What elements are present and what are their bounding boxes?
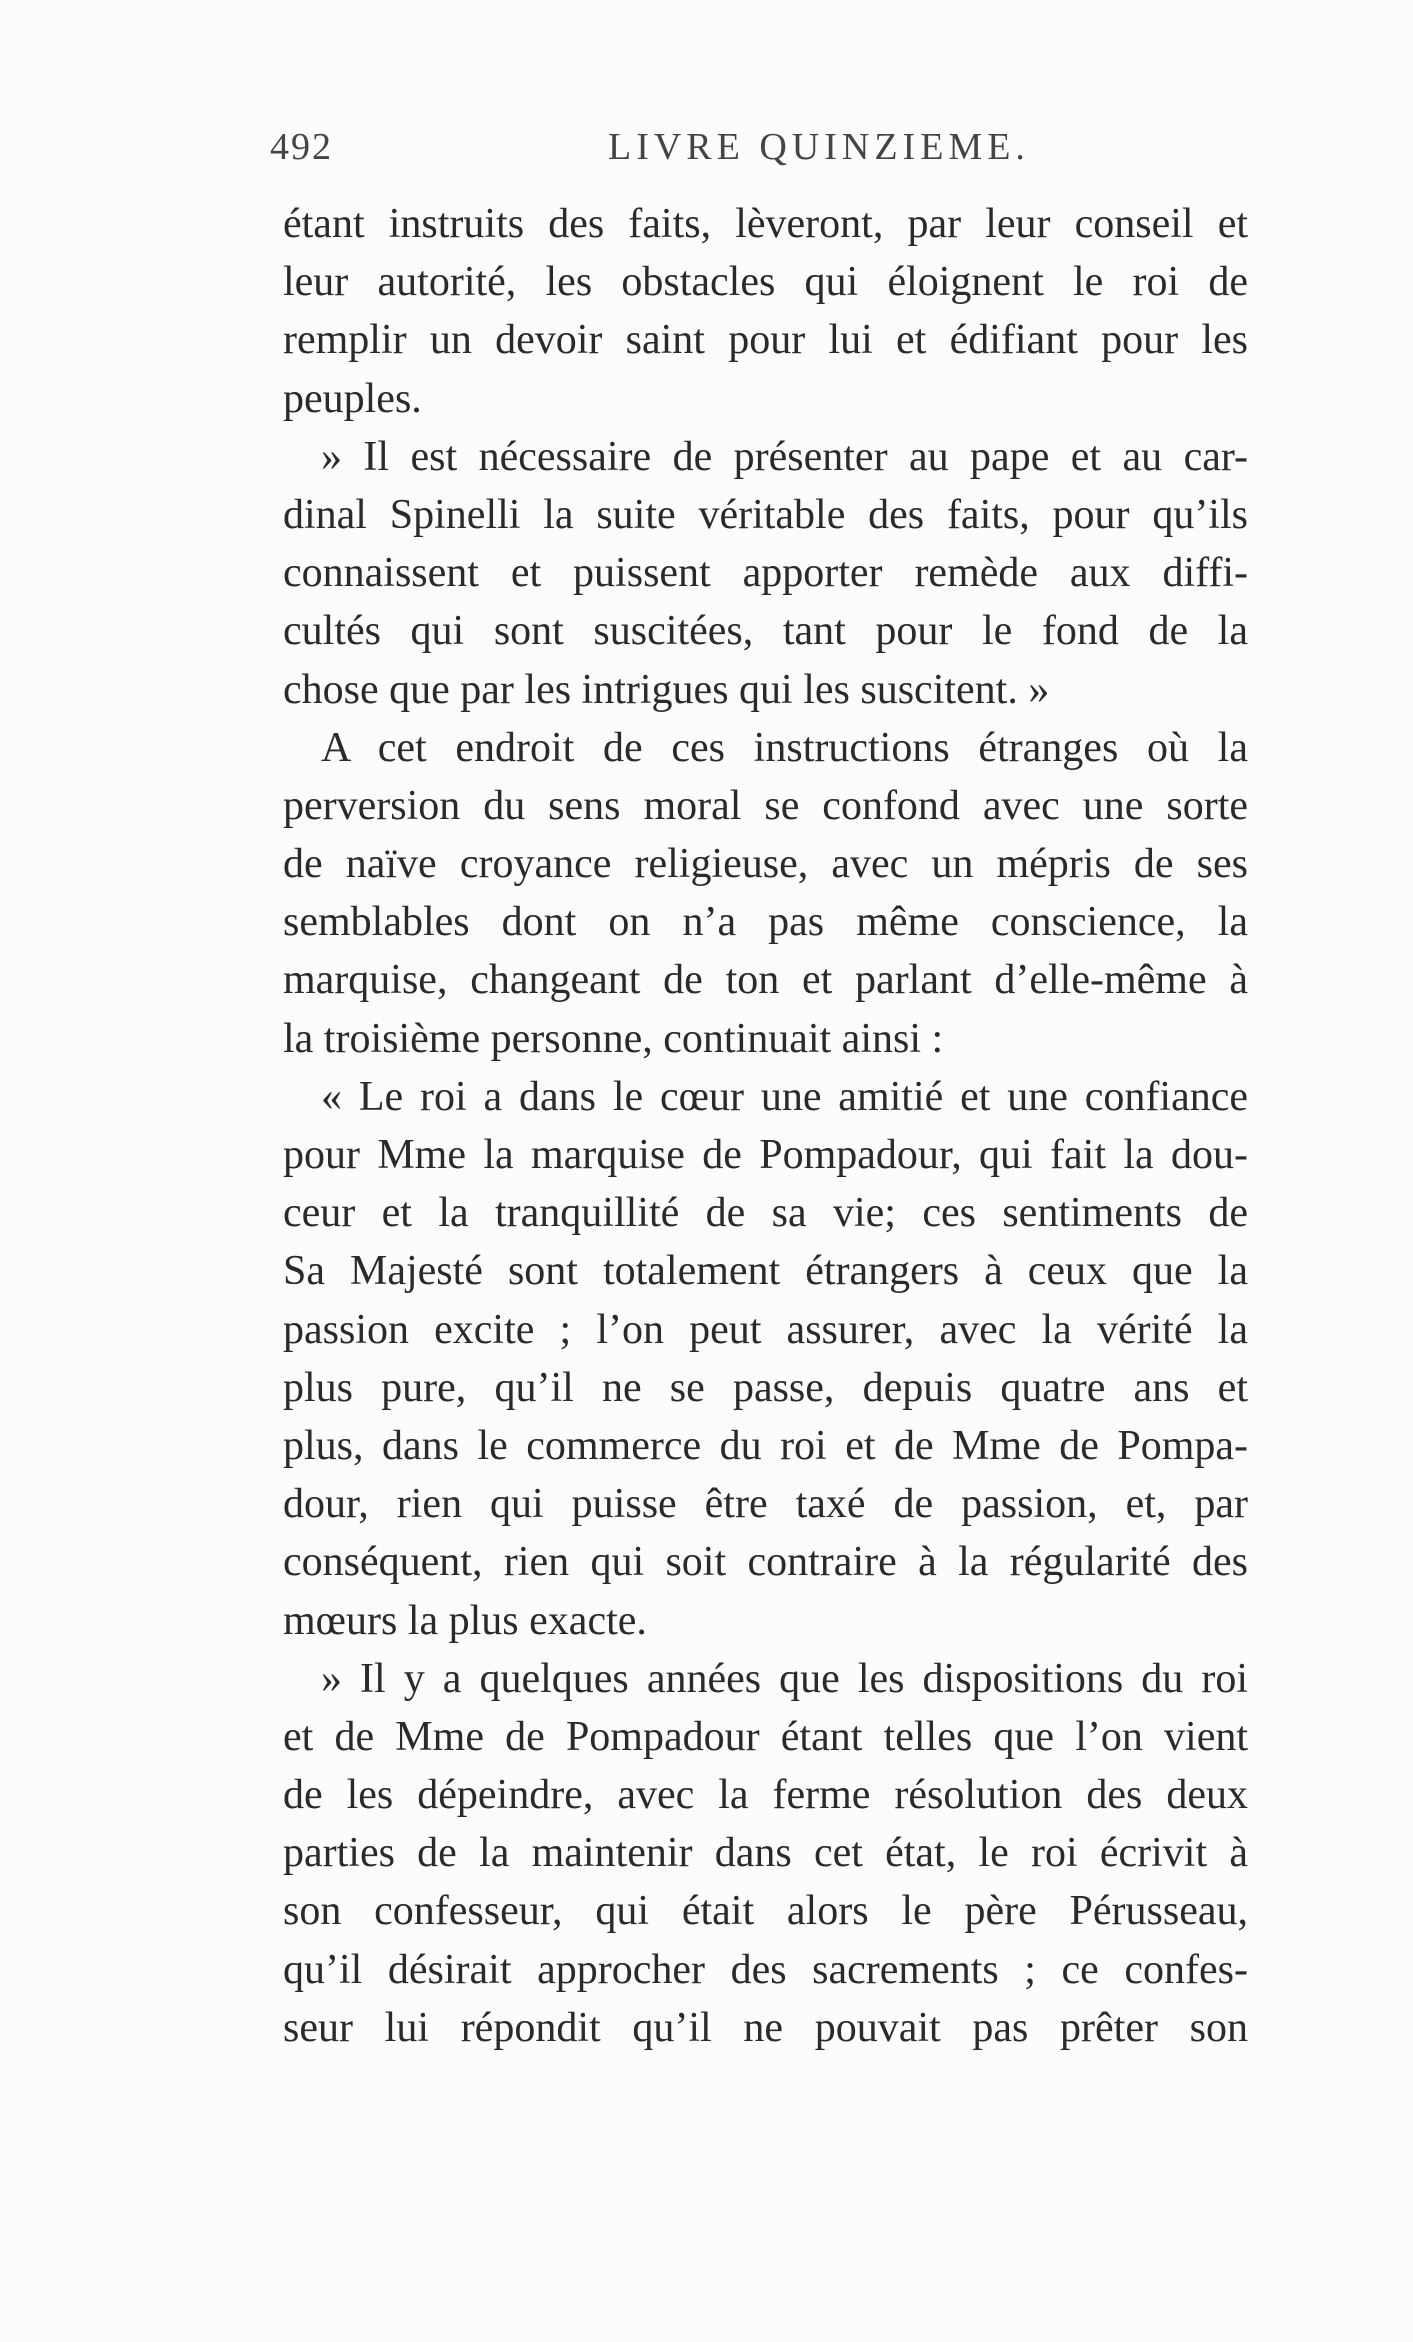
text-line: semblables dont on n’a pas même conscience, la — [283, 899, 1248, 946]
body-text — [283, 195, 1248, 2057]
text-line: » Il est nécessaire de présenter au pape et au car- — [321, 433, 1248, 480]
text-line: la troisième personne, continuait ainsi : — [283, 1015, 944, 1062]
text-line: qu’il désirait approcher des sacrements ; ce confes- — [283, 1946, 1248, 1993]
paragraph — [283, 195, 1248, 428]
text-line: passion excite ; l’on peut assurer, avec la vérité la — [283, 1306, 1248, 1353]
text-line: dinal Spinelli la suite véritable des faits, pour qu’ils — [283, 491, 1248, 538]
paragraph — [283, 719, 1248, 1068]
paragraph — [283, 1068, 1248, 1650]
text-line: seur lui répondit qu’il ne pouvait pas prêter son — [283, 2004, 1248, 2051]
text-line: peuples. — [283, 375, 422, 422]
text-line: marquise, changeant de ton et parlant d’elle-même à — [283, 957, 1248, 1004]
text-line: de naïve croyance religieuse, avec un mépris de ses — [283, 841, 1248, 888]
page-header — [0, 125, 1413, 185]
text-line: parties de la maintenir dans cet état, le roi écrivit à — [283, 1830, 1248, 1877]
text-line: ceur et la tranquillité de sa vie; ces sentiments de — [283, 1190, 1248, 1237]
text-line: mœurs la plus exacte. — [283, 1597, 647, 1644]
text-line: A cet endroit de ces instructions étranges où la — [321, 724, 1248, 771]
paragraph — [283, 1650, 1248, 2057]
text-line: plus pure, qu’il ne se passe, depuis quatre ans et — [283, 1364, 1248, 1411]
text-line: perversion du sens moral se confond avec une sorte — [283, 782, 1248, 829]
text-line: connaissent et puissent apporter remède aux diffi- — [283, 550, 1248, 597]
text-line: cultés qui sont suscitées, tant pour le fond de la — [283, 608, 1248, 655]
text-line: de les dépeindre, avec la ferme résolution des deux — [283, 1772, 1248, 1819]
text-line: et de Mme de Pompadour étant telles que l’on vient — [283, 1713, 1248, 1760]
running-title: LIVRE QUINZIEME. — [608, 126, 1030, 168]
text-line: remplir un devoir saint pour lui et édifiant pour les — [283, 317, 1248, 364]
text-line: Sa Majesté sont totalement étrangers à ceux que la — [283, 1248, 1248, 1295]
text-line: chose que par les intrigues qui les suscitent. » — [283, 666, 1050, 713]
text-line: conséquent, rien qui soit contraire à la régularité des — [283, 1539, 1248, 1586]
text-line: leur autorité, les obstacles qui éloignent le roi de — [283, 259, 1248, 306]
text-line: son confesseur, qui était alors le père Pérusseau, — [283, 1888, 1248, 1935]
page-number: 492 — [270, 126, 333, 168]
text-line: étant instruits des faits, lèveront, par leur conseil et — [283, 201, 1248, 247]
text-line: plus, dans le commerce du roi et de Mme de Pompa- — [283, 1422, 1248, 1469]
text-line: dour, rien qui puisse être taxé de passion, et, par — [283, 1481, 1248, 1528]
text-line: » Il y a quelques années que les dispositions du roi — [321, 1655, 1248, 1702]
text-line: « Le roi a dans le cœur une amitié et une confiance — [321, 1073, 1248, 1120]
paragraph — [283, 428, 1248, 719]
text-line: pour Mme la marquise de Pompadour, qui fait la dou- — [283, 1132, 1248, 1178]
